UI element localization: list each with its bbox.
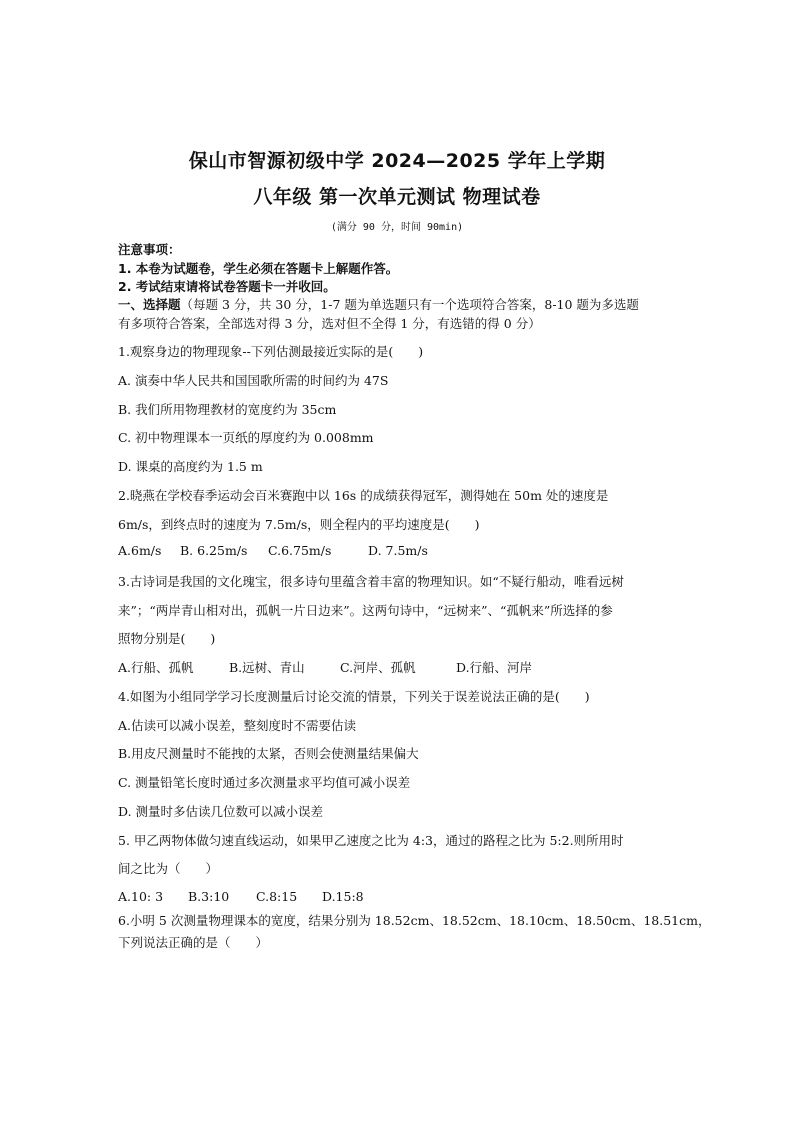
q5-option-a: A.10: 3 xyxy=(118,889,164,904)
notes-item-2: 2. 考试结束请将试卷答题卡一并收回。 xyxy=(118,279,336,294)
notes-heading: 注意事项： xyxy=(118,242,181,257)
exam-title-line2: 八年级 第一次单元测试 物理试卷 xyxy=(253,186,541,208)
q3-option-b: B.远树、青山 xyxy=(229,660,305,675)
q4-option-a: A.估读可以减小误差，整刻度时不需要估读 xyxy=(118,718,357,733)
q3-stem-line2: 来”；“两岸青山相对出，孤帆一片日边来”。这两句诗中，“远树来”、“孤帆来”所选择的参 xyxy=(118,603,613,618)
q1-option-a: A. 演奏中华人民共和国国歌所需的时间约为 47S xyxy=(118,373,389,388)
q1-option-c: C. 初中物理课本一页纸的厚度约为 0.008mm xyxy=(118,430,374,445)
q3-option-a: A.行船、孤帆 xyxy=(118,660,194,675)
q3-stem-line1: 3.古诗词是我国的文化瑰宝，很多诗句里蕴含着丰富的物理知识。如“不疑行船动，唯看远树 xyxy=(118,574,624,589)
q2-option-b: B. 6.25m/s xyxy=(180,543,248,558)
q2-stem-line2: 6m/s，到终点时的速度为 7.5m/s，则全程内的平均速度是( ) xyxy=(118,517,480,532)
q2-option-a: A.6m/s xyxy=(118,543,162,558)
q6-stem-line2: 下列说法正确的是（ ） xyxy=(118,935,269,950)
exam-title-line1: 保山市智源初级中学 2024—2025 学年上学期 xyxy=(188,150,606,172)
q4-option-d: D. 测量时多估读几位数可以减小误差 xyxy=(118,804,324,819)
notes-item-1: 1. 本卷为试题卷，学生必须在答题卡上解题作答。 xyxy=(118,261,399,276)
q5-options xyxy=(118,889,364,904)
exam-subtitle: (满分 90 分，时间 90min) xyxy=(330,222,464,233)
section-1-line1 xyxy=(118,295,639,313)
q2-option-c: C.6.75m/s xyxy=(268,543,332,558)
section-1-desc-line1: （每题 3 分，共 30 分，1-7 题为单选题只有一个选项符合答案，8-10 题为多选题 xyxy=(180,297,639,312)
q4-option-b: B.用皮尺测量时不能拽的太紧，否则会使测量结果偏大 xyxy=(118,746,419,761)
q6-stem-line1: 6.小明 5 次测量物理课本的宽度，结果分别为 18.52cm、18.52cm、18.10cm、18.50cm、18.51cm， xyxy=(118,913,711,928)
section-1-desc-line2: 有多项符合答案，全部选对得 3 分，选对但不全得 1 分，有选错的得 0 分） xyxy=(118,316,541,331)
q5-stem-line2: 间之比为（ ） xyxy=(118,861,219,876)
q3-option-c: C.河岸、孤帆 xyxy=(340,660,416,675)
q1-option-b: B. 我们所用物理教材的宽度约为 35cm xyxy=(118,402,337,417)
q2-stem-line1: 2.晓燕在学校春季运动会百米赛跑中以 16s 的成绩获得冠军，测得她在 50m 处的速度是 xyxy=(118,488,609,503)
q4-stem: 4.如图为小组同学学习长度测量后讨论交流的情景，下列关于误差说法正确的是( ) xyxy=(118,689,590,704)
q2-options xyxy=(118,543,428,558)
q4-option-c: C. 测量铅笔长度时通过多次测量求平均值可减小误差 xyxy=(118,775,411,790)
q5-stem-line1: 5. 甲乙两物体做匀速直线运动，如果甲乙速度之比为 4:3，通过的路程之比为 5:2.则所用时 xyxy=(118,833,624,848)
q5-option-d: D.15:8 xyxy=(322,889,364,904)
q1-stem: 1.观察身边的物理现象--下列估测最接近实际的是( ) xyxy=(118,344,424,359)
q5-option-b: B.3:10 xyxy=(188,889,230,904)
q1-option-d: D. 课桌的高度约为 1.5 m xyxy=(118,459,263,474)
q5-option-c: C.8:15 xyxy=(256,889,298,904)
section-1-heading: 一、选择题 xyxy=(118,297,181,312)
q3-options xyxy=(118,658,532,676)
q2-option-d: D. 7.5m/s xyxy=(368,543,428,558)
q3-stem-line3: 照物分别是( ) xyxy=(118,631,216,646)
q3-option-d: D.行船、河岸 xyxy=(456,660,533,675)
